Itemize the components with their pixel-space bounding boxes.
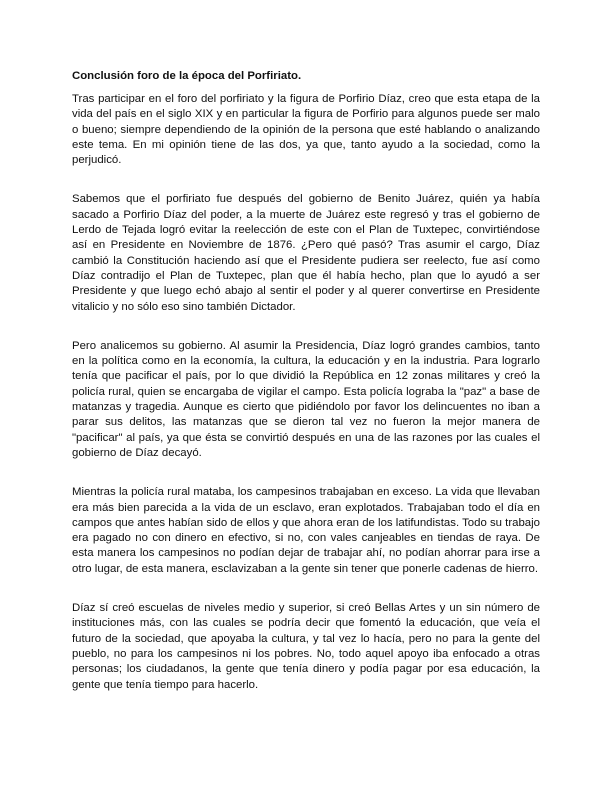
paragraph-intro: Tras participar en el foro del porfiriato y la figura de Porfirio Díaz, creo que esta etapa de la vida del país en el siglo XIX y en particular la figura de Porfirio para algunos puede ser malo o bueno; siempre dependiendo de la opinión de la persona que esté hablando o analizando este tema. En mi opinión tiene de las dos, ya que, tanto ayudo a la sociedad, como la perjudicó. (72, 93, 540, 167)
document-title: Conclusión foro de la época del Porfiriato. (72, 70, 302, 82)
paragraph-education: Díaz sí creó escuelas de niveles medio y superior, si creó Bellas Artes y un sin número de instituciones más, con las cuales se podría decir que fomentó la educación, que veía el futuro de la sociedad, que apoyaba la cultura, y tal vez lo hacía, pero no para la gente del pueblo, no para los campesinos ni los pobres. No, todo aquel apoyo iba enfocado a otras personas; los ciudadanos, la gente que tenía dinero y podía pagar por esa educación, la gente que tenía tiempo para hacerlo. (72, 602, 540, 691)
paragraph-government: Pero analicemos su gobierno. Al asumir la Presidencia, Díaz logró grandes cambios, tanto en la política como en la economía, la cultura, la educación y en la industria. Para lograrlo tenía que pacificar el país, por lo que dividió la República en 12 zonas militares y creó la policía rural, quien se encargaba de vigilar el campo. Esta policía lograba la "paz" a base de matanzas y tragedia. Aunque es cierto que pidiéndolo por favor los delincuentes no iban a parar sus delitos, las matanzas que se dieron tal vez no fueron la mejor manera de "pacificar" al país, ya que ésta se convirtió después en una de las razones por las cuales el gobierno de Díaz decayó. (72, 339, 540, 459)
paragraph-peasants: Mientras la policía rural mataba, los campesinos trabajaban en exceso. La vida que llevaban era más bien parecida a la vida de un esclavo, eran explotados. Trabajaban todo el día en campos que antes habían sido de ellos y que ahora eran de los latifundistas. Todo su trabajo era pagado no con dinero en efectivo, si no, con vales canjeables en tiendas de raya. De esta manera los campesinos no podían dejar de trabajar ahí, no podían ahorrar para irse a otro lugar, de esta manera, esclavizaban a la gente sin tener que ponerle cadenas de hierro. (72, 486, 540, 575)
paragraph-history: Sabemos que el porfiriato fue después del gobierno de Benito Juárez, quién ya había sacado a Porfirio Díaz del poder, a la muerte de Juárez este regresó y tras el gobierno de Lerdo de Tejada logró evitar la reelección de este con el Plan de Tuxtepec, convirtiéndose así en Presidente en Noviembre de 1876. ¿Pero qué pasó? Tras asumir el cargo, Díaz cambió la Constitución haciendo así que el Presidente pudiera ser reelecto, fue así como Díaz contradijo el Plan de Tuxtepec, plan que él había hecho, plan que lo ayudó a ser Presidente y que luego echó abajo al sentir el poder y al querer convertirse en Presidente vitalicio y no sólo eso sino también Dictador. (72, 193, 540, 313)
